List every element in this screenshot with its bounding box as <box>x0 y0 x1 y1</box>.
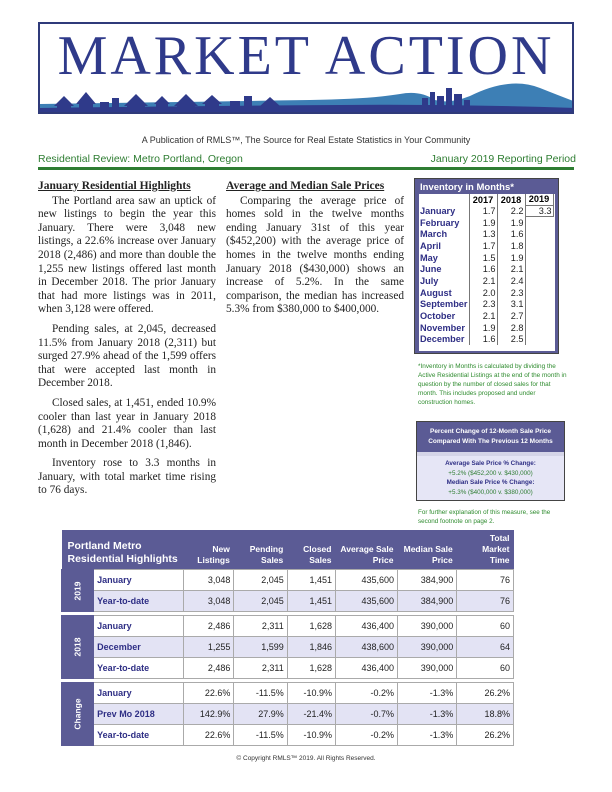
row-label: January <box>94 683 184 704</box>
inventory-value <box>525 310 553 322</box>
table-row <box>62 637 514 658</box>
table-cell: 1,451 <box>287 570 335 591</box>
inventory-value <box>525 252 553 264</box>
median-change-value: +5.3% ($400,000 v. $380,000) <box>448 488 533 496</box>
inventory-row <box>419 205 553 217</box>
table-cell: 1,599 <box>234 637 287 658</box>
table-cell: -1.3% <box>398 704 457 725</box>
column-header: Pending Sales <box>234 530 287 570</box>
inventory-month: June <box>420 264 442 275</box>
inventory-row <box>419 263 553 275</box>
period-subheading: January 2019 Reporting Period <box>430 153 576 165</box>
percent-change-box <box>416 421 565 501</box>
inventory-title: Inventory in Months* <box>420 182 514 193</box>
table-cell: 390,000 <box>398 616 457 637</box>
table-cell: -0.2% <box>335 683 397 704</box>
inventory-month: December <box>420 334 465 345</box>
inventory-row <box>419 228 553 240</box>
inventory-value: 1.8 <box>497 240 525 252</box>
table-cell: -10.9% <box>287 683 335 704</box>
table-cell: 2,045 <box>234 570 287 591</box>
inventory-value: 1.7 <box>469 205 497 217</box>
table-title: Portland Metro Residential Highlights <box>62 530 184 570</box>
row-group-label <box>62 570 94 612</box>
percent-change-heading: Percent Change of 12-Month Sale Price Compared With The Previous 12 Months <box>417 422 564 452</box>
table-row <box>62 591 514 612</box>
inventory-year-header: 2019 <box>525 194 553 205</box>
inventory-row <box>419 252 553 264</box>
row-label: Year-to-date <box>94 658 184 679</box>
table-cell: 2,311 <box>234 616 287 637</box>
table-cell: 76 <box>457 570 514 591</box>
table-cell: 22.6% <box>184 683 234 704</box>
highlights-paragraph: Inventory rose to 3.3 months in January, with total market time rising to 76 days. <box>38 457 216 497</box>
table-cell: 64 <box>457 637 514 658</box>
avg-change-value: +5.2% ($452,200 v. $430,000) <box>448 469 533 477</box>
inventory-value <box>525 322 553 334</box>
inventory-value: 2.1 <box>469 275 497 287</box>
table-cell: -11.5% <box>234 725 287 746</box>
inventory-month: November <box>420 322 465 333</box>
table-cell: -11.5% <box>234 683 287 704</box>
inventory-month: September <box>420 299 468 310</box>
column-header: Median Sale Price <box>398 530 457 570</box>
table-cell: 76 <box>457 591 514 612</box>
table-cell: -10.9% <box>287 725 335 746</box>
table-cell: 2,311 <box>234 658 287 679</box>
table-cell: 436,400 <box>335 658 397 679</box>
inventory-value: 1.6 <box>469 263 497 275</box>
inventory-panel <box>414 178 559 354</box>
inventory-value: 2.3 <box>497 287 525 299</box>
table-cell: 27.9% <box>234 704 287 725</box>
table-cell: -21.4% <box>287 704 335 725</box>
highlights-column <box>38 180 216 504</box>
column-header: Closed Sales <box>287 530 335 570</box>
inventory-month: August <box>420 287 452 298</box>
inventory-value: 2.2 <box>497 205 525 217</box>
masthead <box>38 22 574 114</box>
avg-change-label: Average Sale Price % Change: <box>445 460 536 467</box>
inventory-month: January <box>420 205 456 216</box>
inventory-value: 2.7 <box>497 310 525 322</box>
highlights-paragraph: The Portland area saw an uptick of new listings to begin the year this January. There were 3,048 new listings, a 22.6% increase over January 2018 (2,486) and more than double the 1,255 new listings offered last month in December 2018. The prior January that had more listings was in 2011, when 3,128 were offered. <box>38 194 216 316</box>
inventory-value: 1.9 <box>469 217 497 229</box>
inventory-row <box>419 299 553 311</box>
masthead-title: MARKET ACTION <box>57 25 555 87</box>
prices-column <box>226 180 404 323</box>
table-cell: 438,600 <box>335 637 397 658</box>
table-cell: -1.3% <box>398 683 457 704</box>
inventory-month: February <box>420 217 460 228</box>
highlights-paragraph: Closed sales, at 1,451, ended 10.9% cooler than last year in January 2018 (1,628) and 21.4% cooler than last month in December 2018 (1,846). <box>38 396 216 450</box>
row-label: Year-to-date <box>94 725 184 746</box>
inventory-row <box>419 334 553 346</box>
row-label: Year-to-date <box>94 591 184 612</box>
highlights-paragraph: Pending sales, at 2,045, decreased 11.5% from January 2018 (2,311) but surged 27.9% ahead of the 1,599 offers that were accepted last month in December 2018. <box>38 322 216 390</box>
inventory-value: 1.6 <box>469 334 497 346</box>
table-row <box>62 725 514 746</box>
inventory-table <box>419 194 554 345</box>
inventory-value <box>525 287 553 299</box>
inventory-value: 1.3 <box>469 228 497 240</box>
percent-change-body <box>417 452 564 500</box>
column-header: Total Market Time <box>457 530 514 570</box>
table-cell: 1,255 <box>184 637 234 658</box>
table-cell: 2,045 <box>234 591 287 612</box>
tagline: A Publication of RMLS™, The Source for Real Estate Statistics in Your Community <box>141 135 471 145</box>
table-cell: 1,628 <box>287 658 335 679</box>
inventory-value: 3.1 <box>497 299 525 311</box>
inventory-table-area <box>419 194 555 351</box>
table-cell: 60 <box>457 616 514 637</box>
table-cell: 18.8% <box>457 704 514 725</box>
table-cell: 2,486 <box>184 658 234 679</box>
table-cell: 26.2% <box>457 683 514 704</box>
divider-rule <box>38 167 574 170</box>
table-cell: 26.2% <box>457 725 514 746</box>
prices-paragraph: Comparing the average price of homes sold in the twelve months ending January 31st of this year ($452,200) with the average price of homes in the twelve months ending January 2018 ($430,000) shows an increase of 5.2%. In the same comparison, the median has increased 5.3% from $380,000 to $400,000. <box>226 194 404 316</box>
inventory-value <box>525 275 553 287</box>
table-cell: 3,048 <box>184 570 234 591</box>
inventory-value: 2.1 <box>469 310 497 322</box>
row-group-label <box>62 616 94 679</box>
inventory-value: 3.3 <box>525 205 553 217</box>
table-cell: 435,600 <box>335 570 397 591</box>
table-cell: 390,000 <box>398 658 457 679</box>
inventory-value: 2.3 <box>469 299 497 311</box>
inventory-row <box>419 310 553 322</box>
inventory-value: 2.4 <box>497 275 525 287</box>
inventory-value: 1.5 <box>469 252 497 264</box>
inventory-value <box>525 217 553 229</box>
row-label: December <box>94 637 184 658</box>
inventory-value <box>525 240 553 252</box>
inventory-value: 2.0 <box>469 287 497 299</box>
inventory-row <box>419 217 553 229</box>
row-label: January <box>94 570 184 591</box>
inventory-value <box>525 263 553 275</box>
copyright-notice: © Copyright RMLS™ 2019. All Rights Reserved. <box>236 755 376 762</box>
table-cell: 22.6% <box>184 725 234 746</box>
inventory-value: 1.6 <box>497 228 525 240</box>
row-label: Prev Mo 2018 <box>94 704 184 725</box>
row-group-text: 2019 <box>72 581 83 600</box>
region-subheading: Residential Review: Metro Portland, Oregon <box>38 153 243 165</box>
inventory-month: March <box>420 229 448 240</box>
table-cell: 142.9% <box>184 704 234 725</box>
inventory-row <box>419 287 553 299</box>
table-cell: 2,486 <box>184 616 234 637</box>
table-row <box>62 658 514 679</box>
inventory-year-header: 2017 <box>469 194 497 205</box>
table-row <box>62 683 514 704</box>
inventory-value: 1.9 <box>497 217 525 229</box>
percent-change-footnote: For further explanation of this measure, see the second footnote on page 2. <box>418 509 551 525</box>
highlights-heading: January Residential Highlights <box>38 180 191 192</box>
table-cell: 1,846 <box>287 637 335 658</box>
table-cell: -1.3% <box>398 725 457 746</box>
inventory-value: 1.9 <box>497 252 525 264</box>
table-row <box>62 704 514 725</box>
inventory-row <box>419 322 553 334</box>
table-cell: 436,400 <box>335 616 397 637</box>
skyline-illustration <box>40 78 574 112</box>
table-cell: 390,000 <box>398 637 457 658</box>
inventory-value: 2.5 <box>497 334 525 346</box>
column-header: Average Sale Price <box>335 530 397 570</box>
residential-highlights-table <box>61 530 514 746</box>
inventory-value: 1.7 <box>469 240 497 252</box>
table-cell: -0.2% <box>335 725 397 746</box>
inventory-month: April <box>420 240 441 251</box>
inventory-value <box>525 228 553 240</box>
row-group-text: 2018 <box>72 637 83 657</box>
inventory-value: 1.9 <box>469 322 497 334</box>
inventory-row <box>419 275 553 287</box>
inventory-footnote: *Inventory in Months is calculated by dividing the Active Residential Listings at the end of the month in question by the number of closed sales for that month. This includes proposed and under construction homes. <box>418 363 567 406</box>
inventory-value: 2.8 <box>497 322 525 334</box>
row-group-text: Change <box>72 698 83 730</box>
table-cell: 435,600 <box>335 591 397 612</box>
column-header: New Listings <box>184 530 234 570</box>
prices-heading: Average and Median Sale Prices <box>226 180 385 192</box>
table-cell: 1,628 <box>287 616 335 637</box>
row-label: January <box>94 616 184 637</box>
table-cell: 1,451 <box>287 591 335 612</box>
table-cell: 384,900 <box>398 591 457 612</box>
inventory-year-header: 2018 <box>497 194 525 205</box>
inventory-month: October <box>420 311 456 322</box>
table-cell: 3,048 <box>184 591 234 612</box>
table-cell: 384,900 <box>398 570 457 591</box>
table-cell: 60 <box>457 658 514 679</box>
inventory-month: May <box>420 252 438 263</box>
row-group-label <box>62 683 94 746</box>
table-row <box>62 570 514 591</box>
median-change-label: Median Sale Price % Change: <box>446 479 535 486</box>
inventory-row <box>419 240 553 252</box>
table-cell: -0.7% <box>335 704 397 725</box>
inventory-value <box>525 299 553 311</box>
table-row <box>62 616 514 637</box>
inventory-value: 2.1 <box>497 263 525 275</box>
inventory-value <box>525 334 553 346</box>
inventory-month: July <box>420 275 439 286</box>
